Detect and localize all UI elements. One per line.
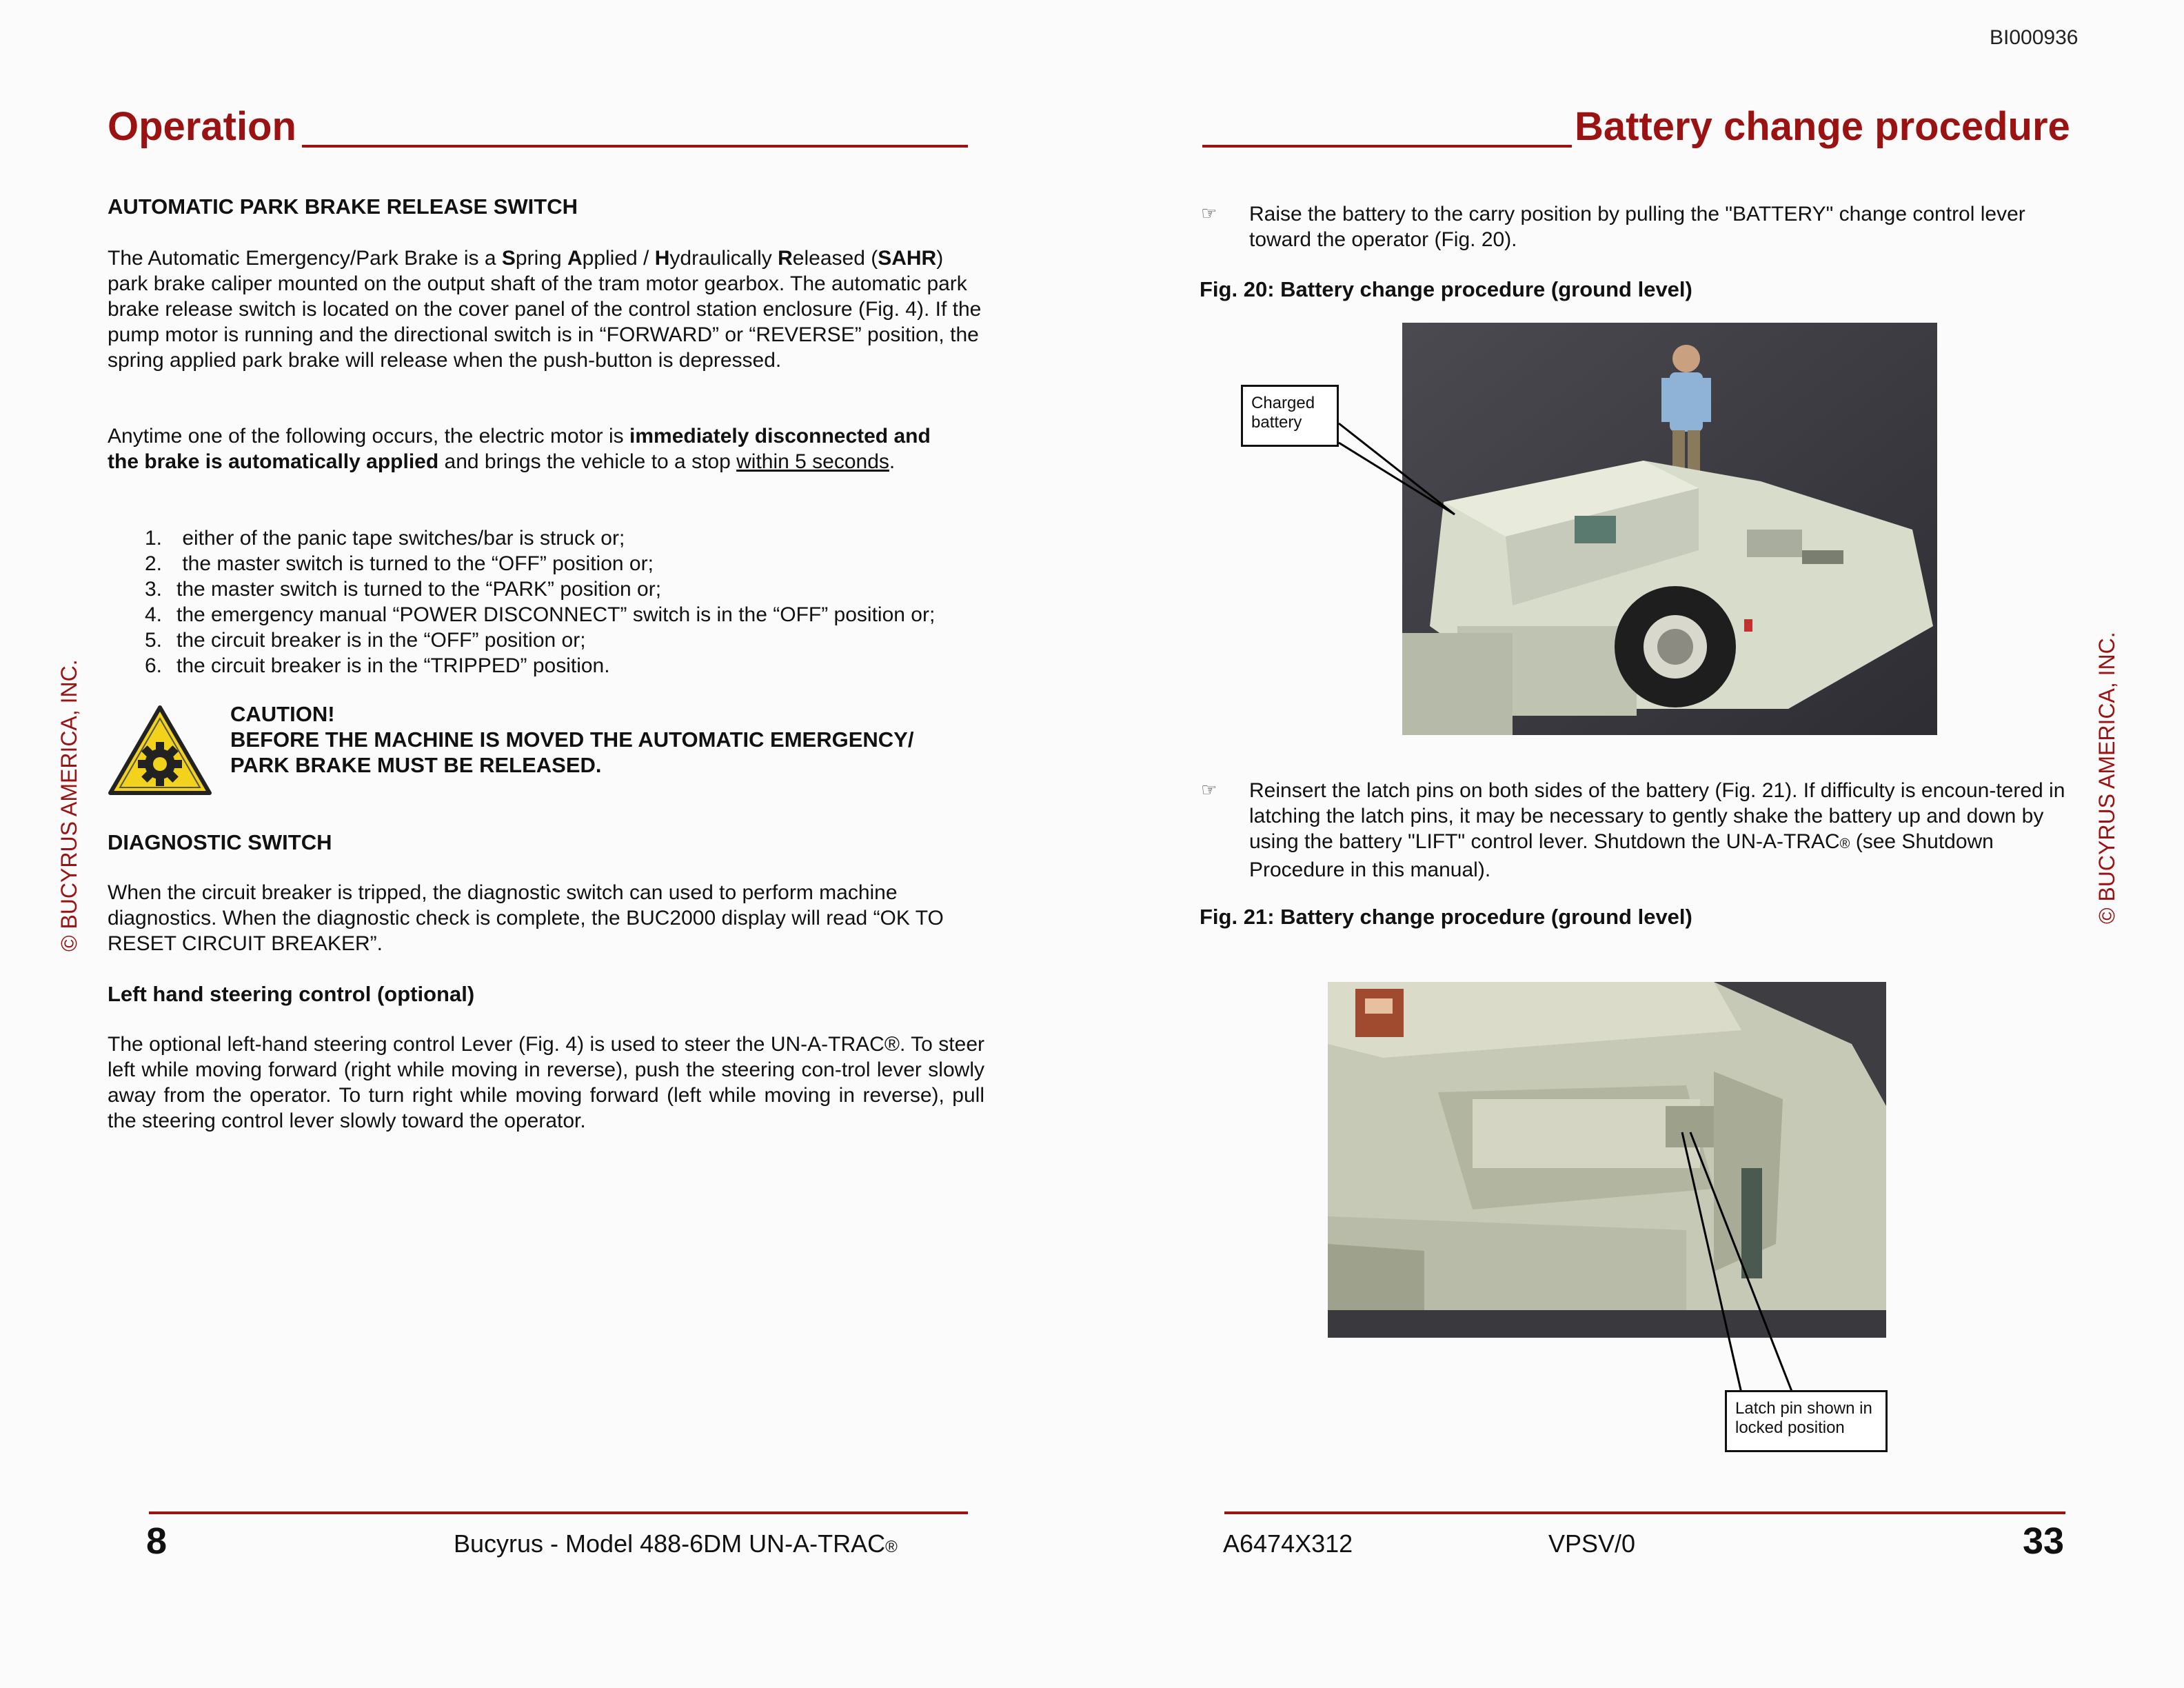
steering-paragraph: The optional left-hand steering control Lever (Fig. 4) is used to steer the UN-A-TRAC®. To steer left while moving forward (right while moving in reverse), push the steering con-trol lever slowly away from the operator. To turn right while moving forward (left while moving in reverse), pull the steering control lever slowly toward the operator. — [108, 1033, 984, 1132]
fig21-callout — [1725, 1390, 1888, 1452]
park-brake-paragraph-2 — [108, 423, 962, 474]
right-page-heading — [1575, 103, 2070, 150]
fig21-caption: Fig. 21: Battery change procedure (ground level) — [1200, 905, 1692, 929]
list-item-number: 3. — [145, 578, 163, 601]
list-item-text: the master switch is turned to the “OFF” position or; — [176, 552, 654, 575]
step2-pointer-icon: ☞ — [1201, 779, 1217, 800]
list-item-number: 6. — [145, 654, 163, 677]
text-run-bold: R — [778, 247, 793, 270]
text-run-bold: S — [501, 247, 516, 270]
text-run: ) park brake caliper mounted on the output shaft of the tram motor gearbox. The automatic park brake release switch is located on the cover panel of the control station enclosure (Fig. 4). If the pump motor is running and the directional switch is in “FORWARD” or “REVERSE” position, the spring applied park brake will release when the push-button is depressed. — [108, 247, 982, 372]
registered-mark: ® — [1839, 836, 1850, 852]
diagnostic-paragraph: When the circuit breaker is tripped, the diagnostic switch can used to perform machine diagnostics. When the diagnostic check is complete, the BUC2000 display will read “OK TO RESET CIRCUIT BREAKER”. — [108, 881, 944, 955]
caution-line: BEFORE THE MACHINE IS MOVED THE AUTOMATIC EMERGENCY/ — [230, 727, 914, 752]
list-item — [145, 653, 935, 679]
fig20-caption: Fig. 20: Battery change procedure (ground level) — [1200, 277, 1692, 301]
fig20-battery-photo — [1402, 323, 1937, 735]
left-side-copyright: © BUCYRUS AMERICA, INC. — [57, 659, 81, 952]
fig21-latch-photo — [1328, 982, 1886, 1338]
callout-line: battery — [1251, 413, 1302, 432]
callout-line: Charged — [1251, 394, 1315, 412]
text-run: Reinsert the latch pins on both sides of the battery (Fig. 21). If difficulty is encoun-tered in latching the latch pins, it may be necessary to gently shake the battery up and down by using the battery "LIFT" control lever. Shutdown the UN-A-TRAC — [1249, 779, 2065, 853]
caution-gear-icon — [106, 703, 214, 797]
fig20-leader-line — [1336, 421, 1474, 524]
park-brake-section-title: AUTOMATIC PARK BRAKE RELEASE SWITCH — [108, 194, 578, 219]
step1-pointer-icon: ☞ — [1201, 203, 1217, 223]
text-run: eleased ( — [792, 247, 878, 270]
list-item-number: 5. — [145, 629, 163, 652]
text-run-bold: SAHR — [878, 247, 937, 270]
list-item — [145, 627, 935, 653]
text-run-bold: immediately disconnected and the brake is automatically applied — [108, 425, 931, 473]
text-run: The Automatic Emergency/Park Brake is a — [108, 247, 502, 270]
caution-line: PARK BRAKE MUST BE RELEASED. — [230, 753, 602, 777]
diagnostic-section-title: DIAGNOSTIC SWITCH — [108, 830, 332, 854]
step1-text: Raise the battery to the carry position by pulling the "BATTERY" change control lever toward the operator (Fig. 20). — [1249, 203, 2025, 251]
text-run: pring — [515, 247, 567, 270]
text-run-bold: A — [567, 247, 583, 270]
list-item-text: the master switch is turned to the “PARK” position or; — [176, 578, 662, 601]
left-page-heading — [108, 103, 296, 150]
list-item-text: the circuit breaker is in the “TRIPPED” position. — [176, 654, 610, 677]
fig21-leader-line — [1675, 1128, 1799, 1397]
footer-title-text: Bucyrus - Model 488-6DM UN-A-TRAC — [454, 1529, 886, 1558]
list-item-number: 1. — [145, 527, 163, 550]
left-footer-rule — [149, 1511, 968, 1514]
left-page-title: Operation — [108, 104, 296, 149]
brake-conditions-list — [145, 525, 935, 679]
fig20-callout — [1241, 385, 1339, 447]
right-heading-rule — [1202, 145, 1572, 148]
step2-text — [1249, 778, 2076, 883]
left-heading-rule — [302, 145, 968, 148]
document-id: BI000936 — [1990, 26, 2079, 49]
text-run: Anytime one of the following occurs, the electric motor is — [108, 425, 630, 448]
text-run-bold: H — [654, 247, 670, 270]
right-side-copyright: © BUCYRUS AMERICA, INC. — [2094, 632, 2119, 924]
right-page-number: 33 — [2023, 1520, 2065, 1562]
text-run: (see Shutdown Procedure in this manual). — [1249, 830, 1994, 881]
list-item-text: the emergency manual “POWER DISCONNECT” switch is in the “OFF” position or; — [176, 603, 936, 626]
text-run: and brings the vehicle to a stop — [438, 450, 737, 473]
right-footer-rule — [1224, 1511, 2065, 1514]
text-run: pplied / — [582, 247, 655, 270]
right-page-title: Battery change procedure — [1575, 104, 2070, 149]
revision: VPSV/0 — [1548, 1529, 1636, 1558]
list-item — [145, 602, 935, 627]
callout-line: Latch pin shown in — [1735, 1399, 1872, 1418]
left-page-number: 8 — [146, 1520, 168, 1562]
list-item — [145, 525, 935, 551]
text-run: . — [889, 450, 896, 473]
steering-section-title: Left hand steering control (optional) — [108, 982, 475, 1006]
list-item-text: either of the panic tape switches/bar is struck or; — [176, 527, 625, 550]
list-item-number: 2. — [145, 552, 163, 575]
registered-mark: ® — [885, 1538, 898, 1556]
list-item — [145, 551, 935, 576]
caution-text — [230, 727, 913, 778]
park-brake-paragraph-1 — [108, 245, 983, 373]
left-footer-title — [454, 1529, 898, 1558]
part-number: A6474X312 — [1223, 1529, 1353, 1558]
text-run: ydraulically — [669, 247, 778, 270]
text-run-underline: within 5 seconds — [736, 450, 889, 473]
list-item-text: the circuit breaker is in the “OFF” position or; — [176, 629, 586, 652]
caution-title: CAUTION! — [230, 702, 335, 726]
list-item — [145, 576, 935, 602]
list-item-number: 4. — [145, 603, 163, 626]
callout-line: locked position — [1735, 1418, 1845, 1437]
